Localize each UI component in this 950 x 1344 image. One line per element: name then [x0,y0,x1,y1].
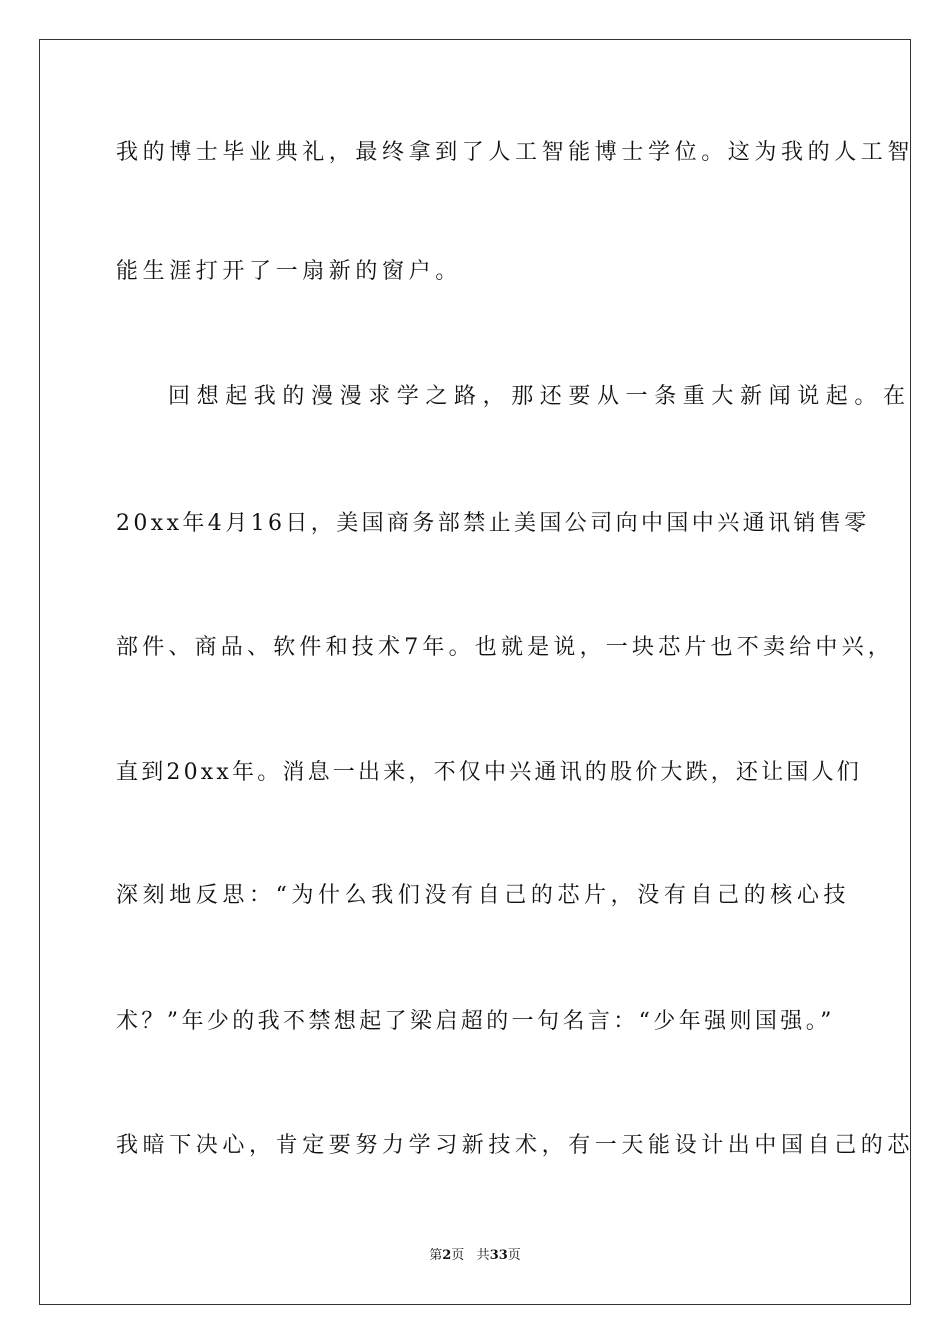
paragraph-line-8: 术？”年少的我不禁想起了梁启超的一句名言：“少年强则国强。” [116,1009,835,1034]
footer-page-suffix: 页 [451,1248,465,1263]
page-border [39,39,915,1305]
paragraph-line-7: 深刻地反思：“为什么我们没有自己的芯片，没有自己的核心技 [116,883,851,908]
page-footer [0,1248,950,1264]
paragraph-line-6: 直到20xx年。消息一出来，不仅中兴通讯的股价大跌，还让国人们 [116,760,863,785]
footer-total-pages: 33 [489,1248,508,1263]
paragraph-line-3 [116,384,912,410]
paragraph-line-9: 我暗下决心，肯定要努力学习新技术，有一天能设计出中国自己的芯 [116,1133,915,1158]
paragraph-line-4: 20xx年4月16日，美国商务部禁止美国公司向中国中兴通讯销售零 [116,511,870,536]
footer-page-number: 2 [442,1248,452,1263]
paragraph-line-5: 部件、商品、软件和技术7年。也就是说，一块芯片也不卖给中兴， [116,635,894,660]
paragraph-line-1: 我的博士毕业典礼，最终拿到了人工智能博士学位。这为我的人工智 [116,140,915,165]
footer-prefix: 第 [429,1248,443,1263]
paragraph-line-3-text: 回想起我的漫漫求学之路，那还要从一条重大新闻说起。在 [168,384,912,409]
footer-total-suffix: 页 [507,1248,521,1263]
footer-total-prefix: 共 [476,1248,490,1263]
paragraph-line-2: 能生涯打开了一扇新的窗户。 [116,259,462,284]
